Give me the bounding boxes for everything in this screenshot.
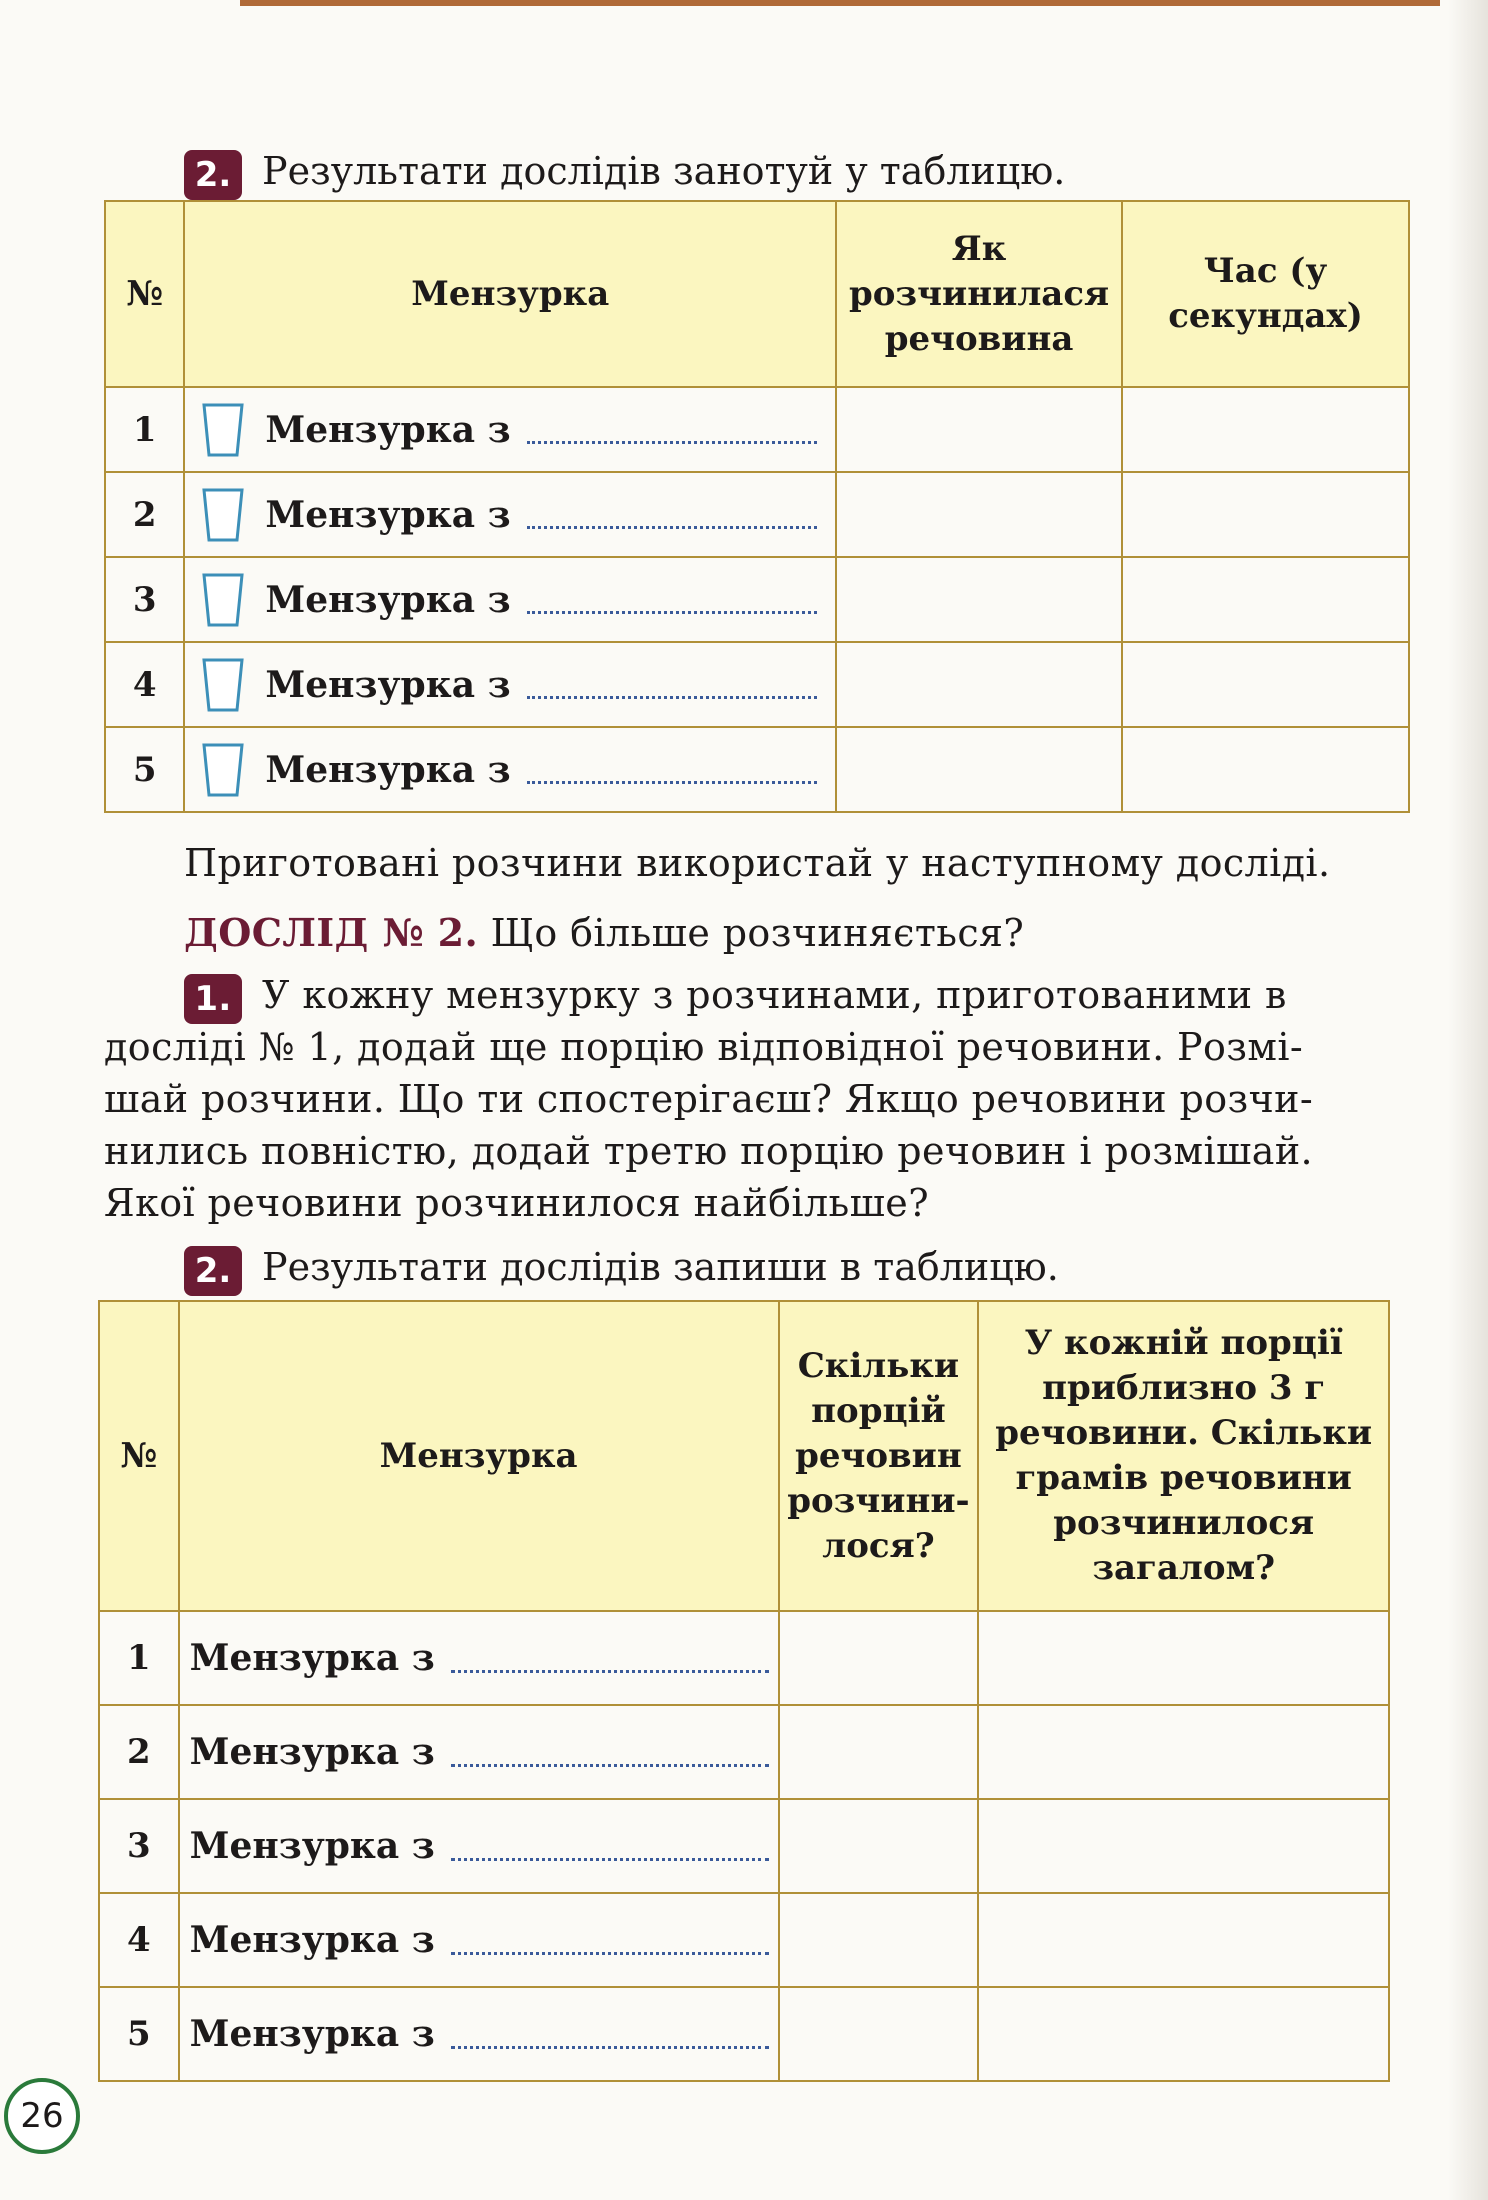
beaker-label: Мензурка з bbox=[189, 1637, 435, 1679]
beaker-cell bbox=[179, 1987, 779, 2081]
header-beaker: Мензурка bbox=[184, 201, 836, 387]
header-how-dissolved bbox=[836, 201, 1122, 387]
row-number: 5 bbox=[99, 1987, 179, 2081]
beaker-icon bbox=[201, 742, 245, 798]
beaker-label: Мензурка з bbox=[265, 408, 511, 451]
beaker-icon bbox=[201, 657, 245, 713]
beaker-cell bbox=[184, 557, 836, 642]
fill-in-blank[interactable] bbox=[451, 1644, 769, 1673]
task-number-badge: 2. bbox=[184, 150, 242, 200]
fill-in-blank[interactable] bbox=[451, 2020, 769, 2049]
fill-in-blank[interactable] bbox=[527, 415, 817, 444]
task-1-line: нились повністю, додай третю порцію речовин і розмішай. bbox=[104, 1129, 1314, 1173]
beaker-cell bbox=[179, 1611, 779, 1705]
how-dissolved-cell[interactable] bbox=[836, 642, 1122, 727]
fill-in-blank[interactable] bbox=[527, 670, 817, 699]
beaker-cell bbox=[184, 387, 836, 472]
table-header-row bbox=[99, 1301, 1389, 1611]
beaker-label: Мензурка з bbox=[189, 1825, 435, 1867]
row-number: 1 bbox=[99, 1611, 179, 1705]
beaker-icon bbox=[201, 572, 245, 628]
table-row bbox=[99, 1893, 1389, 1987]
task-2-text: Результати дослідів занотуй у таблицю. bbox=[262, 149, 1066, 193]
experiment-2-heading bbox=[184, 908, 1024, 958]
beaker-label: Мензурка з bbox=[265, 493, 511, 536]
header-line: розчини- bbox=[787, 1480, 970, 1521]
fill-in-blank[interactable] bbox=[527, 500, 817, 529]
table-row bbox=[99, 1987, 1389, 2081]
note-text: Приготовані розчини використай у наступному досліді. bbox=[184, 841, 1331, 885]
beaker-cell bbox=[184, 642, 836, 727]
header-how-dissolved-text: Як розчинилася речовина bbox=[848, 228, 1110, 359]
table-header-row bbox=[105, 201, 1409, 387]
fill-in-blank[interactable] bbox=[451, 1926, 769, 1955]
header-line: лося? bbox=[822, 1525, 935, 1566]
table-row bbox=[105, 642, 1409, 727]
grams-cell[interactable] bbox=[978, 1893, 1389, 1987]
beaker-cell bbox=[179, 1705, 779, 1799]
beaker-label: Мензурка з bbox=[265, 748, 511, 791]
how-dissolved-cell[interactable] bbox=[836, 727, 1122, 812]
how-dissolved-cell[interactable] bbox=[836, 387, 1122, 472]
results-table-2 bbox=[98, 1300, 1390, 2082]
row-number: 4 bbox=[105, 642, 184, 727]
header-line: Скільки bbox=[797, 1345, 960, 1386]
table-row bbox=[99, 1611, 1389, 1705]
time-cell[interactable] bbox=[1122, 472, 1409, 557]
page-edge-shadow bbox=[1448, 0, 1488, 2200]
table-row bbox=[105, 727, 1409, 812]
row-number: 2 bbox=[99, 1705, 179, 1799]
results-table-1 bbox=[104, 200, 1410, 813]
table-row bbox=[105, 472, 1409, 557]
header-line: речовин bbox=[795, 1435, 962, 1476]
header-line: розчинилося bbox=[1053, 1503, 1315, 1543]
task-1-line: У кожну мензурку з розчинами, приготованими в bbox=[262, 973, 1287, 1017]
header-number: № bbox=[105, 201, 184, 387]
beaker-label: Мензурка з bbox=[265, 663, 511, 706]
beaker-label: Мензурка з bbox=[265, 578, 511, 621]
header-grams-total bbox=[978, 1301, 1389, 1611]
header-time-text: Час (у секундах) bbox=[1168, 251, 1363, 336]
experiment-2-title: ДОСЛІД № 2. bbox=[184, 910, 479, 955]
beaker-label: Мензурка з bbox=[189, 2013, 435, 2055]
header-line: приблизно 3 г bbox=[1042, 1368, 1326, 1408]
how-dissolved-cell[interactable] bbox=[836, 557, 1122, 642]
page-number: 26 bbox=[4, 2078, 80, 2154]
portions-cell[interactable] bbox=[779, 1987, 979, 2081]
time-cell[interactable] bbox=[1122, 557, 1409, 642]
page-top-edge bbox=[240, 0, 1440, 6]
table-row bbox=[105, 387, 1409, 472]
header-line: загалом? bbox=[1092, 1548, 1276, 1588]
time-cell[interactable] bbox=[1122, 387, 1409, 472]
fill-in-blank[interactable] bbox=[527, 755, 817, 784]
portions-cell[interactable] bbox=[779, 1705, 979, 1799]
task-2-heading-second bbox=[184, 1242, 1059, 1296]
beaker-label: Мензурка з bbox=[189, 1731, 435, 1773]
beaker-label: Мензурка з bbox=[189, 1919, 435, 1961]
task-1-first-line bbox=[184, 970, 1287, 1024]
task-2-heading bbox=[184, 146, 1065, 200]
grams-cell[interactable] bbox=[978, 1987, 1389, 2081]
beaker-cell bbox=[179, 1893, 779, 1987]
portions-cell[interactable] bbox=[779, 1611, 979, 1705]
grams-cell[interactable] bbox=[978, 1705, 1389, 1799]
task-1-line: шай розчини. Що ти спостерігаєш? Якщо речовини розчи- bbox=[104, 1077, 1314, 1121]
table-row bbox=[99, 1705, 1389, 1799]
time-cell[interactable] bbox=[1122, 642, 1409, 727]
header-portions bbox=[779, 1301, 979, 1611]
header-number: № bbox=[99, 1301, 179, 1611]
experiment-2-question: Що більше розчиняється? bbox=[490, 911, 1025, 955]
header-line: порцій bbox=[811, 1390, 946, 1431]
header-beaker: Мензурка bbox=[179, 1301, 779, 1611]
beaker-icon bbox=[201, 487, 245, 543]
fill-in-blank[interactable] bbox=[451, 1738, 769, 1767]
task-1-line: досліді № 1, додай ще порцію відповідної речовини. Розмі- bbox=[104, 1025, 1304, 1069]
header-line: грамів речовини bbox=[1015, 1458, 1352, 1498]
row-number: 5 bbox=[105, 727, 184, 812]
row-number: 3 bbox=[105, 557, 184, 642]
header-time bbox=[1122, 201, 1409, 387]
row-number: 4 bbox=[99, 1893, 179, 1987]
fill-in-blank[interactable] bbox=[451, 1832, 769, 1861]
beaker-cell bbox=[179, 1799, 779, 1893]
task-number-badge: 1. bbox=[184, 974, 242, 1024]
header-line: речовини. Скільки bbox=[995, 1413, 1373, 1453]
task-1-line: Якої речовини розчинилося найбільше? bbox=[104, 1181, 929, 1225]
beaker-icon bbox=[201, 402, 245, 458]
row-number: 2 bbox=[105, 472, 184, 557]
table-row bbox=[105, 557, 1409, 642]
how-dissolved-cell[interactable] bbox=[836, 472, 1122, 557]
task-2-text: Результати дослідів запиши в таблицю. bbox=[262, 1245, 1059, 1289]
beaker-cell bbox=[184, 727, 836, 812]
grams-cell[interactable] bbox=[978, 1799, 1389, 1893]
time-cell[interactable] bbox=[1122, 727, 1409, 812]
row-number: 1 bbox=[105, 387, 184, 472]
header-line: У кожній порції bbox=[1024, 1323, 1343, 1363]
fill-in-blank[interactable] bbox=[527, 585, 817, 614]
beaker-cell bbox=[184, 472, 836, 557]
table-row bbox=[99, 1799, 1389, 1893]
row-number: 3 bbox=[99, 1799, 179, 1893]
portions-cell[interactable] bbox=[779, 1893, 979, 1987]
task-number-badge: 2. bbox=[184, 1246, 242, 1296]
portions-cell[interactable] bbox=[779, 1799, 979, 1893]
grams-cell[interactable] bbox=[978, 1611, 1389, 1705]
